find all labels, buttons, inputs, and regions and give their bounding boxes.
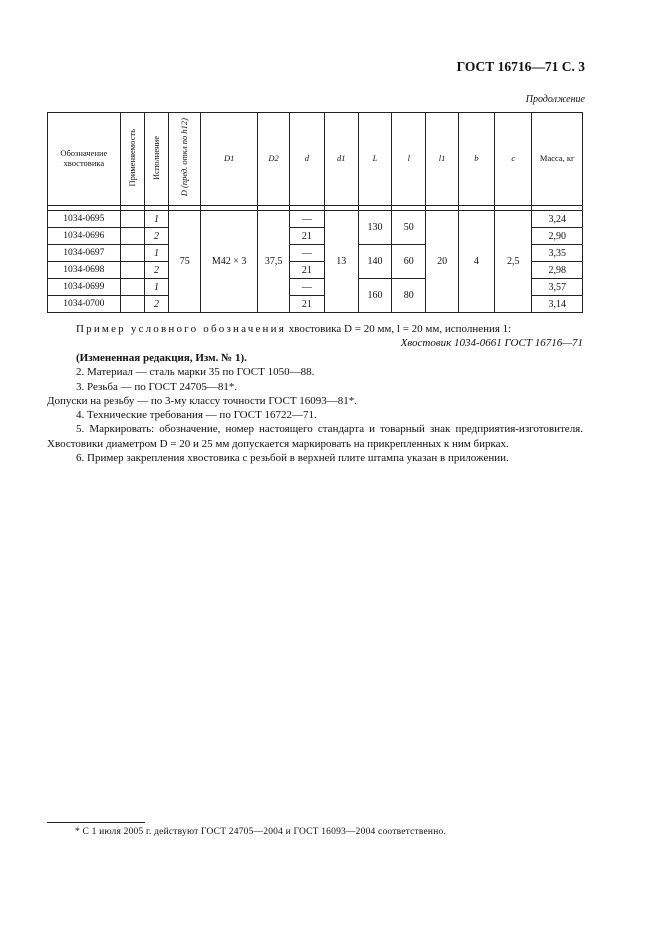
cell-d: 21 <box>290 262 324 279</box>
cell-d: — <box>290 279 324 296</box>
paragraph-3b: Допуски на резьбу — по 3-му классу точности ГОСТ 16093—81*. <box>47 394 358 407</box>
footnote-divider <box>47 822 145 823</box>
cell-version: 1 <box>144 211 168 228</box>
header-d1: d1 <box>324 113 358 206</box>
cell-L: 160 <box>358 279 391 313</box>
amendment-note: (Измененная редакция, Изм. № 1). <box>76 352 247 364</box>
cell-b: 4 <box>458 211 494 313</box>
cell-mass: 3,35 <box>532 245 583 262</box>
paragraph-5: 5. Маркировать: обозначение, номер настоящего стандарта и товарный знак предприятия-изготовителя. Хвостовики диаметром D = 20 и 25 мм допускается маркировать на прикрепленных к ним бирках. <box>47 423 583 450</box>
cell-c: 2,5 <box>495 211 532 313</box>
cell-mass: 3,14 <box>532 296 583 313</box>
cell-l: 50 <box>392 211 426 245</box>
cell-D2: 37,5 <box>257 211 289 313</box>
cell-d: 21 <box>290 296 324 313</box>
header-mass: Масса, кг <box>532 113 583 206</box>
document-header: ГОСТ 16716—71 С. 3 <box>456 59 585 74</box>
continued-label: Продолжение <box>525 94 585 105</box>
table-header-row <box>48 113 583 206</box>
cell-d1: 13 <box>324 211 358 313</box>
cell-d: 21 <box>290 228 324 245</box>
header-D2: D2 <box>257 113 289 206</box>
header-c: c <box>495 113 532 206</box>
cell-mass: 2,90 <box>532 228 583 245</box>
example-text: хвостовика D = 20 мм, l = 20 мм, исполнения 1: <box>285 323 512 335</box>
cell-L: 130 <box>358 211 391 245</box>
cell-d: — <box>290 245 324 262</box>
requirements-text <box>47 351 583 465</box>
header-L: L <box>358 113 391 206</box>
cell-designation: 1034-0698 <box>48 262 121 279</box>
designation-example <box>47 322 583 351</box>
cell-version: 2 <box>144 262 168 279</box>
header-l: l <box>392 113 426 206</box>
paragraph-4: 4. Технические требования — по ГОСТ 16722—71. <box>76 409 317 422</box>
table-row <box>48 211 583 228</box>
cell-designation: 1034-0695 <box>48 211 121 228</box>
footnote: * С 1 июля 2005 г. действуют ГОСТ 24705—2004 и ГОСТ 16093—2004 соответственно. <box>75 827 447 837</box>
header-D1: D1 <box>201 113 258 206</box>
spec-table <box>47 112 583 313</box>
header-D: D (пред. откл по h12) <box>179 118 190 197</box>
example-lead: Пример условного обозначения <box>76 323 286 335</box>
header-b: b <box>458 113 494 206</box>
header-applicability: Применяемость <box>126 128 137 187</box>
example-designation: Хвостовик 1034-0661 ГОСТ 16716—71 <box>400 337 583 350</box>
cell-d: — <box>290 211 324 228</box>
cell-version: 1 <box>144 279 168 296</box>
header-d: d <box>290 113 324 206</box>
cell-L: 140 <box>358 245 391 279</box>
paragraph-2: 2. Материал — сталь марки 35 по ГОСТ 1050—88. <box>76 366 315 379</box>
cell-version: 2 <box>144 228 168 245</box>
paragraph-6: 6. Пример закрепления хвостовика с резьбой в верхней плите штампа указан в приложении. <box>76 452 509 465</box>
cell-D: 75 <box>169 211 201 313</box>
cell-l1: 20 <box>426 211 458 313</box>
cell-l: 80 <box>392 279 426 313</box>
cell-designation: 1034-0700 <box>48 296 121 313</box>
header-l1: l1 <box>426 113 458 206</box>
header-designation: Обозначение хвостовика <box>48 113 121 206</box>
cell-mass: 3,24 <box>532 211 583 228</box>
cell-designation: 1034-0696 <box>48 228 121 245</box>
header-version: Исполнение <box>150 135 161 180</box>
cell-mass: 2,98 <box>532 262 583 279</box>
paragraph-3: 3. Резьба — по ГОСТ 24705—81*. <box>76 380 238 393</box>
cell-l: 60 <box>392 245 426 279</box>
cell-D1: M42 × 3 <box>201 211 258 313</box>
cell-version: 2 <box>144 296 168 313</box>
cell-designation: 1034-0699 <box>48 279 121 296</box>
cell-mass: 3,57 <box>532 279 583 296</box>
cell-version: 1 <box>144 245 168 262</box>
cell-designation: 1034-0697 <box>48 245 121 262</box>
